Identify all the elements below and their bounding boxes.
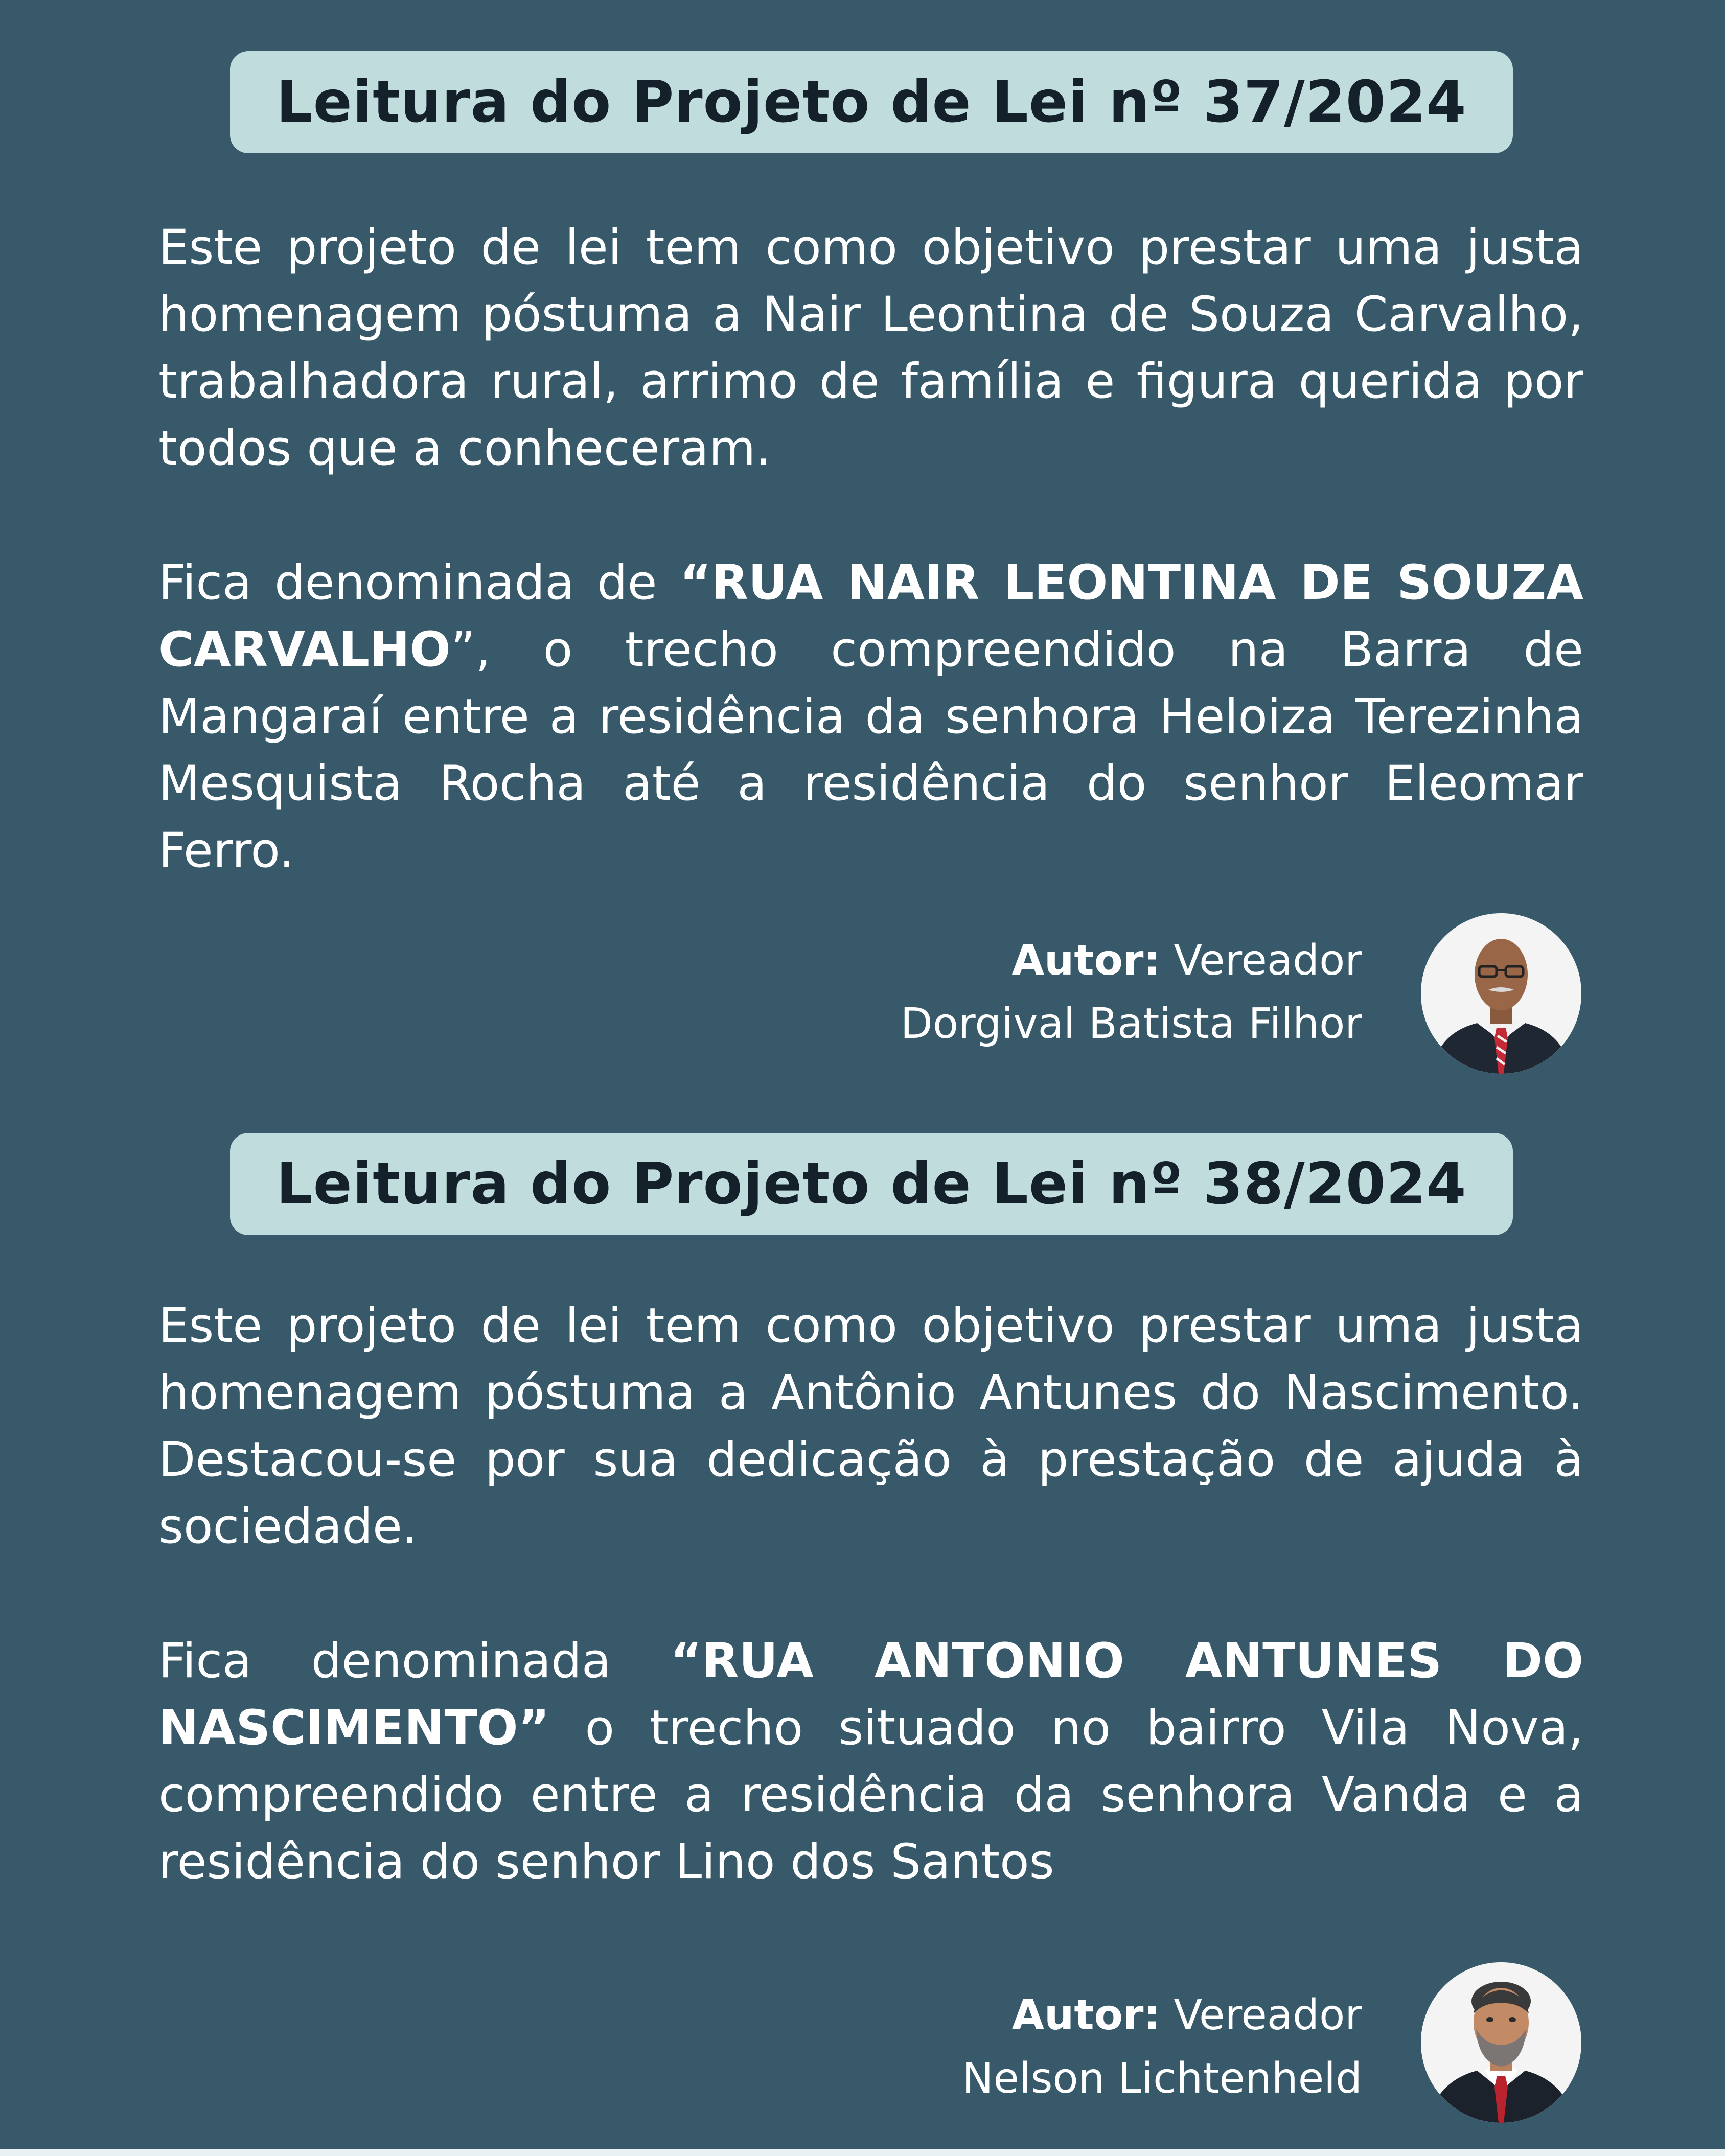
author-block (901, 929, 1362, 1056)
section-title: Leitura do Projeto de Lei nº 37/2024 (276, 69, 1467, 135)
author-label: Autor: (1011, 936, 1161, 985)
street-name: “RUA NAIR LEONTINA DE SOUZA CARVALHO (158, 555, 1583, 678)
description-paragraph: Este projeto de lei tem como objetivo prestar uma justa homenagem póstuma a Antônio Antunes do Nascimento. Destacou-se por sua dedicação à prestação de ajuda à sociedade. (158, 1298, 1583, 1555)
title-banner-38 (230, 1133, 1513, 1235)
author-label: Autor: (1011, 1991, 1161, 2039)
designation-suffix: ”, o trecho compreendido na Barra de Mangaraí entre a residência da senhora Heloiza Terezinha Mesquista Rocha até a residência do senhor Eleomar Ferro. (158, 622, 1583, 878)
street-designation-paragraph (158, 1628, 1583, 1895)
person-portrait-icon (1421, 1962, 1581, 2123)
author-role: Vereador (1160, 1991, 1362, 2039)
author-name: Nelson Lichtenheld (962, 2054, 1362, 2103)
bottom-divider (0, 2149, 1725, 2156)
description-paragraph: Este projeto de lei tem como objetivo prestar uma justa homenagem póstuma a Nair Leontina de Souza Carvalho, trabalhadora rural, arrimo de família e figura querida por todos que a conheceram. (158, 220, 1583, 476)
author-block (962, 1984, 1362, 2111)
street-name: “RUA ANTONIO ANTUNES DO NASCIMENTO” (158, 1633, 1583, 1756)
section-title: Leitura do Projeto de Lei nº 38/2024 (276, 1151, 1467, 1217)
designation-prefix: Fica denominada de (158, 555, 680, 611)
designation-suffix: o trecho situado no bairro Vila Nova, compreendido entre a residência da senhora Vanda e a residência do senhor Lino dos Santos (158, 1700, 1583, 1890)
author-role-line (962, 1984, 1362, 2047)
author-photo-avatar (1421, 1962, 1581, 2123)
author-role: Vereador (1160, 936, 1362, 985)
title-banner-37 (230, 51, 1513, 153)
designation-prefix: Fica denominada (158, 1633, 671, 1689)
author-role-line (901, 929, 1362, 992)
author-name: Dorgival Batista Filhor (900, 1000, 1362, 1048)
person-portrait-icon (1421, 913, 1581, 1074)
author-photo-avatar (1421, 913, 1581, 1074)
street-designation-paragraph (158, 549, 1583, 884)
